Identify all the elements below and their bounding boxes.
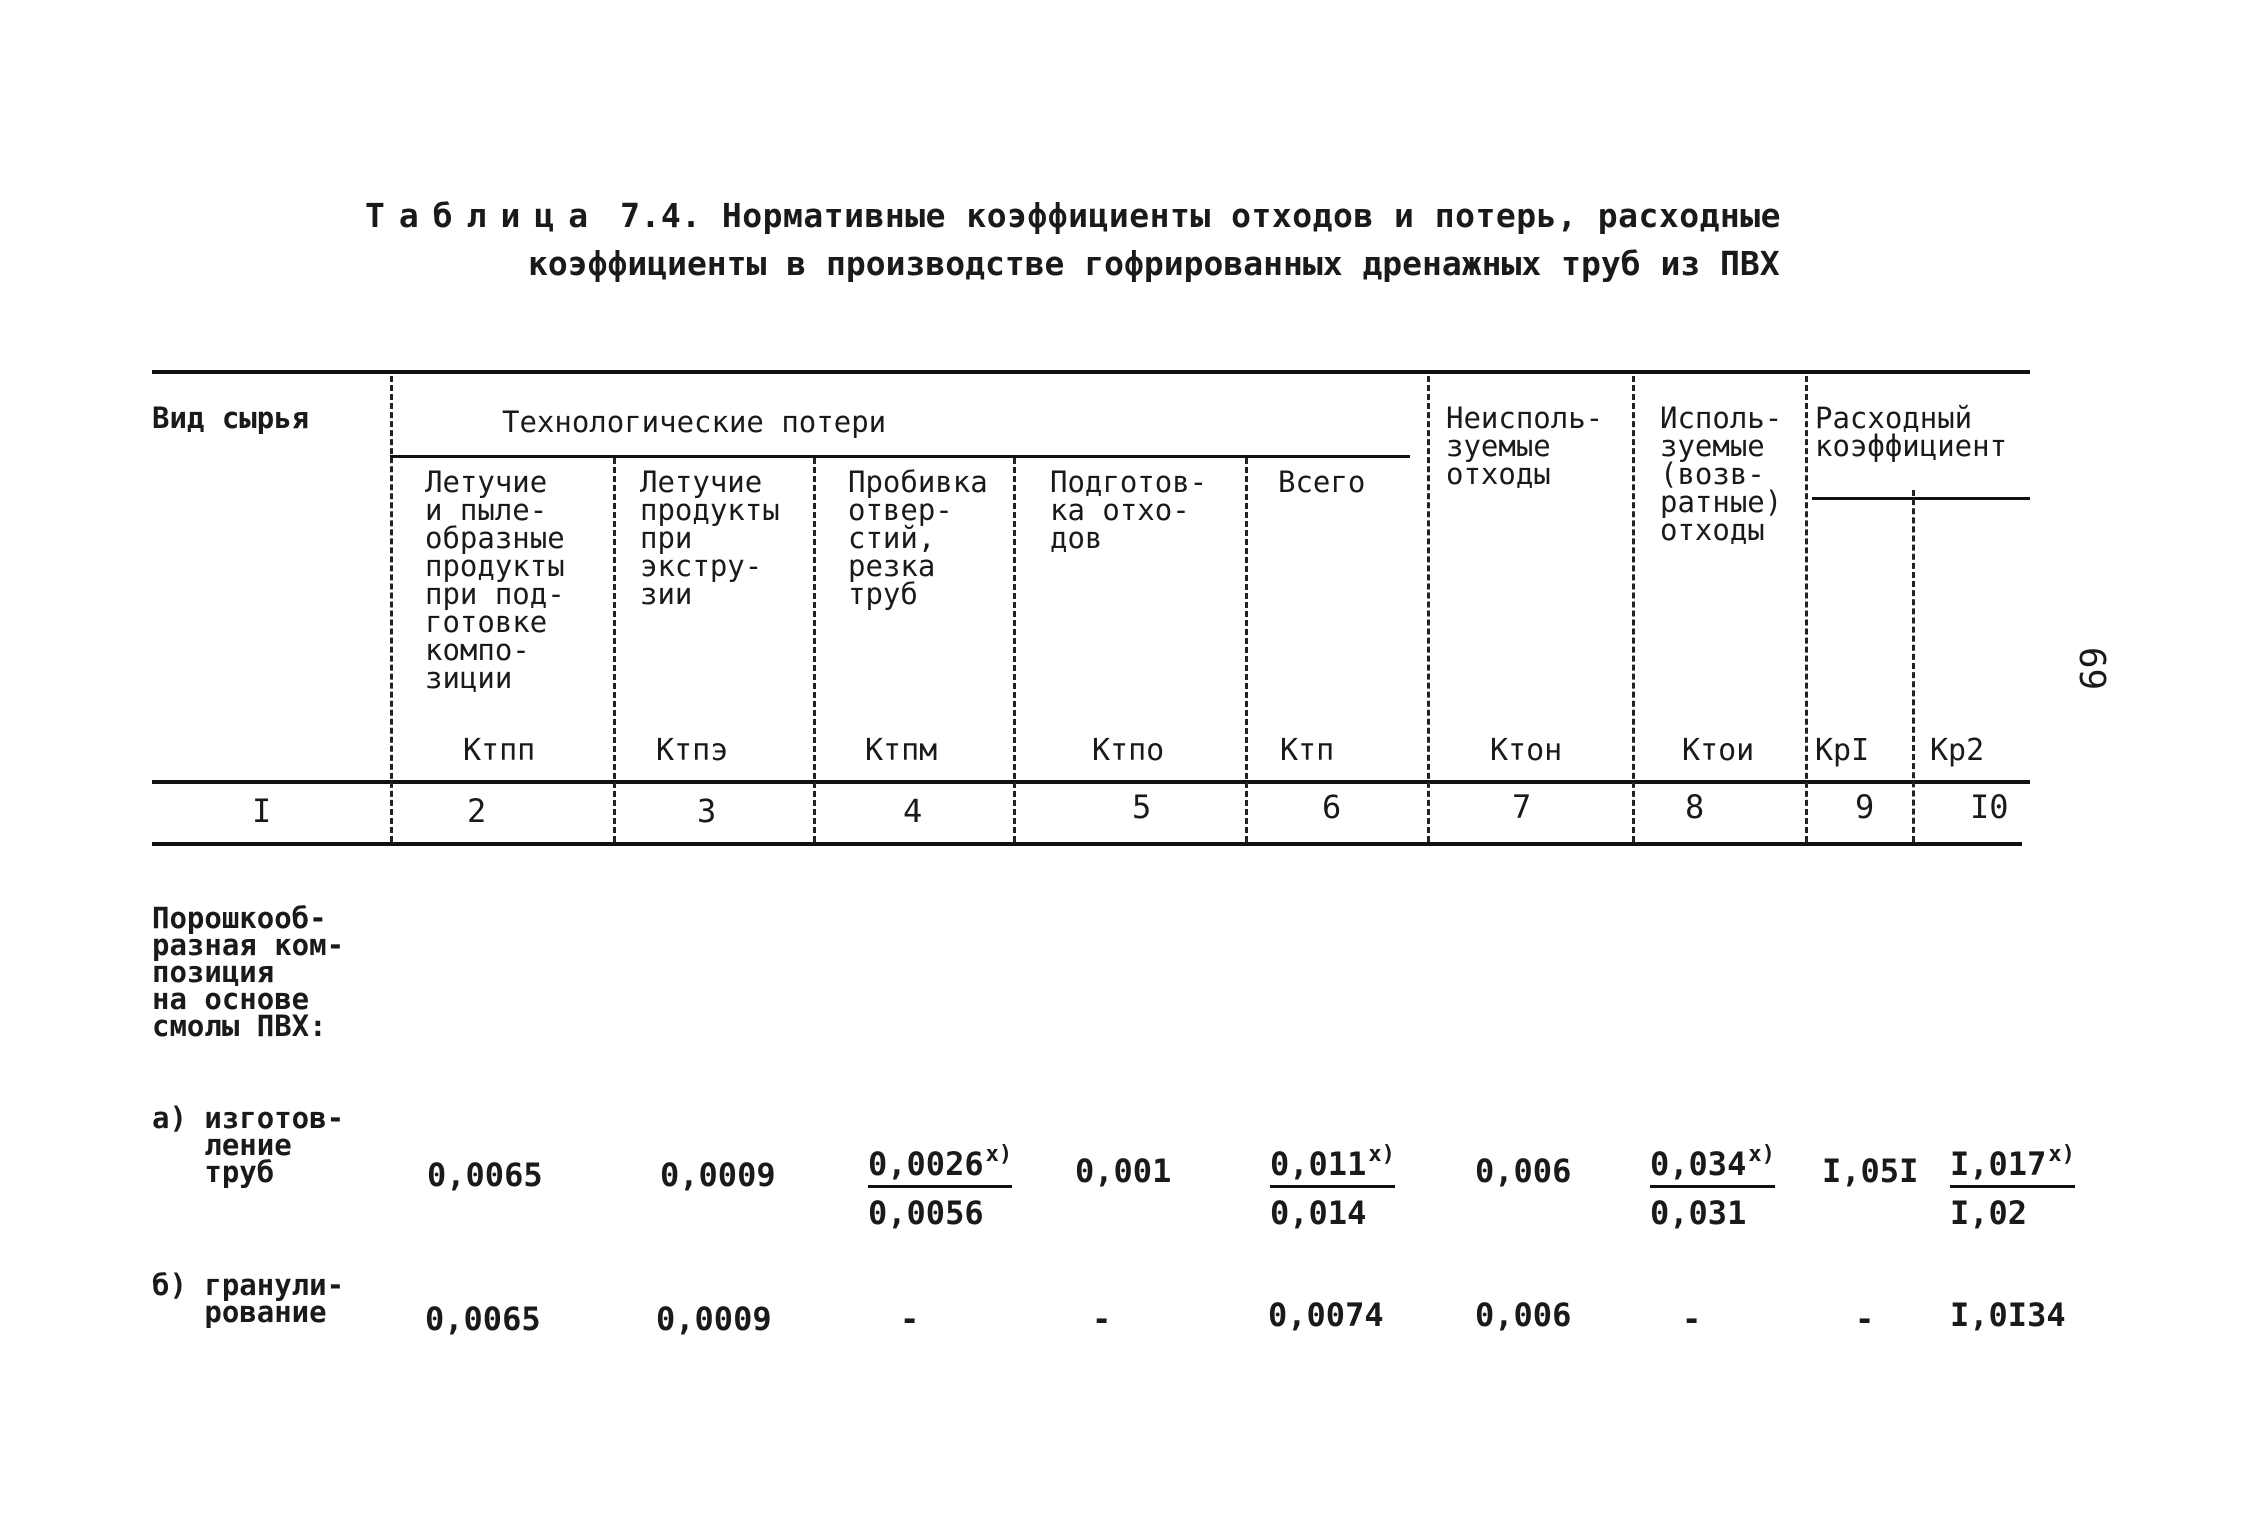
colnum-6: 6 <box>1322 788 1342 826</box>
colnum-5: 5 <box>1132 788 1152 826</box>
group-label: Порошкооб- разная ком- позиция на основе смолы ПВХ: <box>152 901 345 1043</box>
code-col-7: Ктон <box>1490 733 1563 768</box>
row-a-col7: 0,006 <box>1475 1152 1572 1190</box>
code-col-10: Кр2 <box>1930 733 1985 768</box>
col-sep-6 <box>1427 376 1430 842</box>
row-a-col6-top: 0,011 <box>1270 1145 1367 1183</box>
code-col-8: Ктои <box>1682 733 1755 768</box>
row-b-col4: - <box>900 1300 920 1338</box>
table-title-prefix: Таблица <box>365 196 603 235</box>
table-title-line2: коэффициенты в производстве гофрированных дренажных труб из ПВХ <box>528 244 1780 283</box>
header-unused-waste: Неисполь- зуемые отходы <box>1446 401 1604 491</box>
colnum-2: 2 <box>467 792 487 830</box>
colnum-7: 7 <box>1512 788 1532 826</box>
header-consumption: Расходный коэффициент <box>1815 401 2008 463</box>
row-a-col4 <box>868 1142 1012 1232</box>
col-sep-7 <box>1632 376 1635 842</box>
header-volatile-dust: Летучие и пыле- образные продукты при под- готовке компо- зиции <box>425 465 565 695</box>
numbers-bottom-rule <box>152 842 2022 846</box>
colnum-1: I <box>252 792 272 830</box>
row-a-col10 <box>1950 1142 2075 1232</box>
row-b-label: б) гранули- рование <box>152 1268 345 1329</box>
footnote-mark: x) <box>2048 1142 2075 1167</box>
row-a-col8 <box>1650 1142 1775 1232</box>
row-a-col4-top: 0,0026 <box>868 1145 984 1183</box>
row-a-label: а) изготов- ление труб <box>152 1101 345 1189</box>
table-top-rule <box>152 370 2030 374</box>
table-title-text: 7.4. Нормативные коэффициенты отходов и потерь, расходные <box>620 196 1782 235</box>
row-b-col6: 0,0074 <box>1268 1296 1384 1334</box>
col-sep-1 <box>390 376 393 842</box>
code-col-5: Ктпо <box>1092 733 1165 768</box>
footnote-mark: x) <box>1368 1142 1395 1167</box>
code-col-9: КрI <box>1815 733 1870 768</box>
col-sep-9 <box>1912 490 1915 842</box>
colnum-4: 4 <box>903 792 923 830</box>
row-a-col10-bottom: I,02 <box>1950 1194 2028 1232</box>
row-a-col4-bottom: 0,0056 <box>868 1194 984 1232</box>
table-title-line1 <box>365 196 1781 235</box>
row-b-col7: 0,006 <box>1475 1296 1572 1334</box>
col-sep-2 <box>613 458 616 842</box>
colnum-8: 8 <box>1685 788 1705 826</box>
row-a-col6-bottom: 0,014 <box>1270 1194 1367 1232</box>
header-waste-prep: Подготов- ка отхо- дов <box>1050 465 1208 555</box>
col-sep-8 <box>1805 376 1808 842</box>
footnote-mark: x) <box>1748 1142 1775 1167</box>
row-b-col2: 0,0065 <box>425 1300 541 1338</box>
row-a-col6 <box>1270 1142 1395 1232</box>
row-a-col2: 0,0065 <box>427 1156 543 1194</box>
header-bottom-rule <box>152 780 2030 784</box>
col-sep-4 <box>1013 458 1016 842</box>
code-col-4: Ктпм <box>865 733 938 768</box>
row-b-col10: I,0I34 <box>1950 1296 2066 1334</box>
row-a-col10-top: I,017 <box>1950 1145 2047 1183</box>
row-a-col8-top: 0,034 <box>1650 1145 1747 1183</box>
header-raw-material: Вид сырья <box>152 401 310 435</box>
tech-losses-rule <box>390 455 1410 458</box>
colnum-9: 9 <box>1855 788 1875 826</box>
colnum-3: 3 <box>697 792 717 830</box>
row-b-col9: - <box>1855 1300 1875 1338</box>
header-punching: Пробивка отвер- стий, резка труб <box>848 465 988 611</box>
code-col-2: Ктпп <box>463 733 536 768</box>
code-col-6: Ктп <box>1280 733 1335 768</box>
row-b-col8: - <box>1682 1300 1702 1338</box>
consumption-rule <box>1812 497 2030 500</box>
row-a-col5: 0,001 <box>1075 1152 1172 1190</box>
page-number: 69 <box>2071 646 2113 691</box>
header-total: Всего <box>1278 465 1366 499</box>
colnum-10: I0 <box>1970 788 2009 826</box>
row-b-col5: - <box>1092 1300 1112 1338</box>
code-col-3: Ктпэ <box>656 733 729 768</box>
row-a-col8-bottom: 0,031 <box>1650 1194 1747 1232</box>
header-tech-losses: Технологические потери <box>502 405 887 439</box>
header-volatile-extrusion: Летучие продукты при экстру- зии <box>640 465 780 611</box>
footnote-mark: x) <box>985 1142 1013 1167</box>
row-b-col3: 0,0009 <box>656 1300 772 1338</box>
row-a-col9: I,05I <box>1822 1152 1919 1190</box>
col-sep-5 <box>1245 458 1248 842</box>
row-a-col3: 0,0009 <box>660 1156 776 1194</box>
header-used-waste: Исполь- зуемые (возв- ратные) отходы <box>1660 401 1783 547</box>
col-sep-3 <box>813 458 816 842</box>
